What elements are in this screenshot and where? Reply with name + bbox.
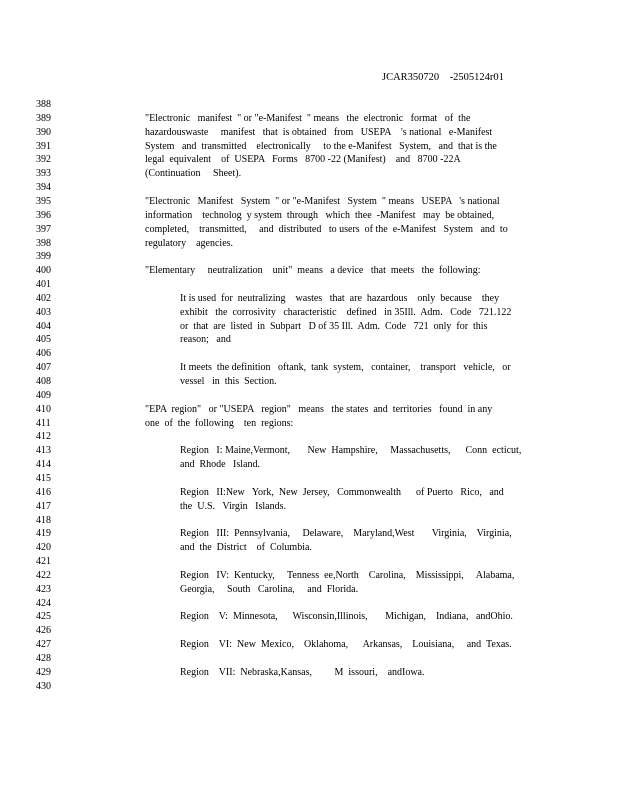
text-line: Region V: Minnesota, Wisconsin,Illinois, Michigan, Indiana, andOhio. [180,611,513,623]
line-number: 394 [36,182,51,194]
line-number: 403 [36,306,51,318]
line-number: 406 [36,348,51,360]
text-line: reason; and [180,334,231,346]
text-line: Region I: Maine,Vermont, New Hampshire, Massachusetts, Conn ecticut, [180,445,522,457]
text-line: "Electronic manifest " or "e-Manifest " means the electronic format of the [145,112,471,124]
line-number: 401 [36,279,51,291]
line-number: 419 [36,528,51,540]
text-line: Region VII: Nebraska,Kansas, M issouri, andIowa. [180,666,425,678]
text-line: regulatory agencies. [145,237,234,249]
text-line: "Electronic Manifest System " or "e-Manifest System " means USEPA 's national [145,195,500,207]
line-number: 402 [36,292,51,304]
text-line: Region III: Pennsylvania, Delaware, Maryland,West Virginia, Virginia, [180,528,512,540]
line-number: 416 [36,486,51,498]
line-number: 389 [36,112,51,124]
line-number: 404 [36,320,51,332]
line-number: 399 [36,251,51,263]
line-number: 412 [36,431,51,443]
doc-revision: -2505124r01 [449,72,504,83]
line-number: 414 [36,459,51,471]
text-line: It meets the definition oftank, tank system, container, transport vehicle, or [180,362,511,374]
line-number: 424 [36,597,51,609]
text-line: vessel in this Section. [180,376,277,387]
line-number: 418 [36,514,51,526]
text-line: legal equivalent of USEPA Forms 8700 -22 (Manifest) and 8700 -22A [145,154,461,166]
text-line: "EPA region" or "USEPA region" means the states and territories found in any [145,403,493,415]
line-number: 420 [36,542,51,554]
text-line: hazardouswaste manifest that is obtained from USEPA 's national e-Manifest [145,126,493,138]
line-number: 409 [36,389,51,401]
doc-id: JCAR350720 [382,72,440,83]
line-number: 408 [36,376,51,387]
line-number: 400 [36,265,51,277]
text-line: or that are listed in Subpart D of 35 Ill. Adm. Code 721 only for this [180,320,488,332]
line-number: 423 [36,583,51,595]
line-number: 425 [36,611,51,623]
line-number: 388 [36,99,51,110]
text-line: "Elementary neutralization unit" means a device that meets the following: [145,265,481,277]
text-line: Region VI: New Mexico, Oklahoma, Arkansas, Louisiana, and Texas. [180,639,512,651]
line-number: 427 [36,639,51,651]
line-number: 392 [36,154,51,166]
line-number: 396 [36,209,51,221]
text-line: completed, transmitted, and distributed to users of the e-Manifest System and to [145,223,508,235]
line-number: 422 [36,569,51,581]
line-number: 426 [36,625,51,637]
line-number: 421 [36,556,51,568]
text-line: the U.S. Virgin Islands. [180,500,286,512]
text-line: Region II:New York, New Jersey, Commonwealth of Puerto Rico, and [180,486,504,498]
text-line: and Rhode Island. [180,459,260,471]
document-header [382,72,504,83]
line-number: 428 [36,653,51,664]
text-line: (Continuation Sheet). [145,168,242,180]
line-number: 391 [36,140,51,152]
line-number: 410 [36,403,51,415]
line-number: 390 [36,126,51,138]
text-line: one of the following ten regions: [145,417,294,429]
line-number: 405 [36,334,51,346]
line-number: 395 [36,195,51,207]
text-line: exhibit the corrosivity characteristic defined in 35Ill. Adm. Code 721.122 [180,306,512,318]
line-number: 429 [36,666,51,678]
line-number: 398 [36,237,51,249]
line-number: 415 [36,472,51,484]
line-number: 413 [36,445,51,457]
line-number: 430 [36,680,51,692]
line-number: 393 [36,168,51,180]
line-number: 407 [36,362,51,374]
text-line: information technolog y system through which thee -Manifest may be obtained, [145,209,495,221]
text-line: It is used for neutralizing wastes that are hazardous only because they [180,292,500,304]
text-line: System and transmitted electronically to the e-Manifest System, and that is the [145,140,497,152]
line-number: 417 [36,500,51,512]
text-line: Region IV: Kentucky, Tenness ee,North Carolina, Mississippi, Alabama, [180,569,515,581]
text-line: Georgia, South Carolina, and Florida. [180,583,359,595]
text-line: and the District of Columbia. [180,542,312,554]
line-number: 411 [36,417,51,429]
line-number: 397 [36,223,51,235]
